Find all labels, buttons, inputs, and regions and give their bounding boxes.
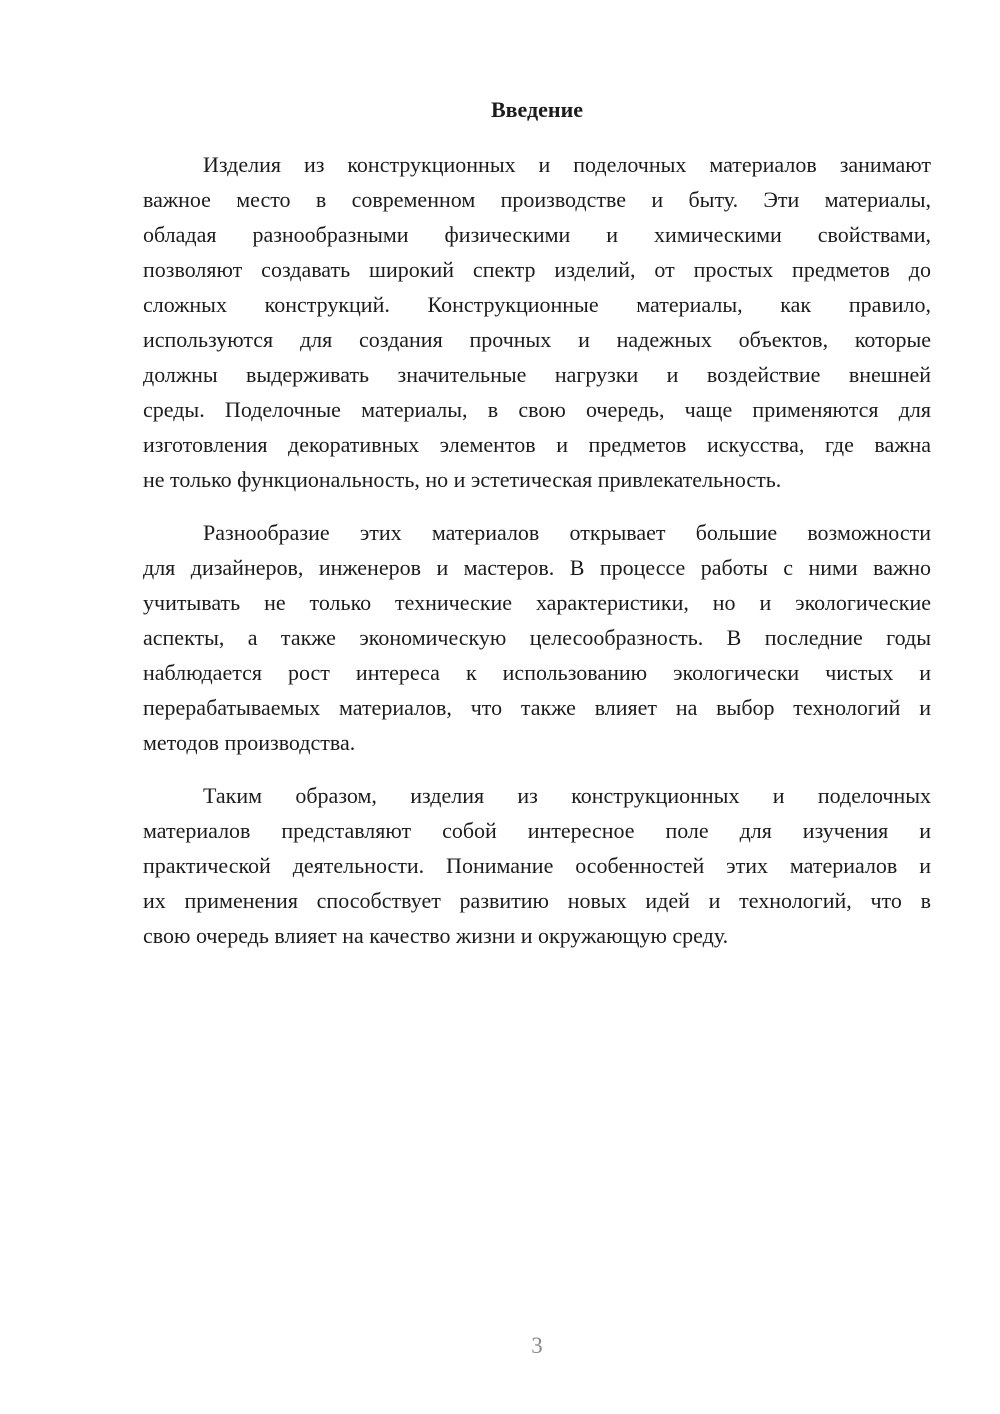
text-line: обладая разнообразными физическими и химическими свойствами, [143,222,931,247]
text-line: изготовления декоративных элементов и предметов искусства, где важна [143,432,931,457]
text-line: практической деятельности. Понимание особенностей этих материалов и [143,853,931,878]
paragraph [143,515,931,760]
text-line: аспекты, а также экономическую целесообразность. В последние годы [143,625,931,650]
text-line: среды. Поделочные материалы, в свою очередь, чаще применяются для [143,397,931,422]
text-line: их применения способствует развитию новых идей и технологий, что в [143,888,931,913]
text-line: Изделия из конструкционных и поделочных материалов занимают [203,152,931,177]
text-line: Таким образом, изделия из конструкционных и поделочных [203,783,931,808]
text-line: сложных конструкций. Конструкционные материалы, как правило, [143,292,931,317]
text-line: важное место в современном производстве и быту. Эти материалы, [143,187,931,212]
text-line: используются для создания прочных и надежных объектов, которые [143,327,931,352]
paragraph [143,147,931,497]
document-body [143,147,931,953]
text-line: наблюдается рост интереса к использованию экологически чистых и [143,660,931,685]
text-block [143,92,931,953]
text-line: перерабатываемых материалов, что также влияет на выбор технологий и [143,695,931,720]
text-line: учитывать не только технические характеристики, но и экологические [143,590,931,615]
text-line: не только функциональность, но и эстетическая привлекательность. [143,467,782,492]
paragraph [143,778,931,953]
text-line: Разнообразие этих материалов открывает большие возможности [203,520,931,545]
text-line: должны выдерживать значительные нагрузки и воздействие внешней [143,362,931,387]
page-number: 3 [531,1333,543,1358]
text-line: методов производства. [143,730,356,755]
text-line: свою очередь влияет на качество жизни и окружающую среду. [143,923,729,948]
text-line: для дизайнеров, инженеров и мастеров. В процессе работы с ними важно [143,555,931,580]
text-line: позволяют создавать широкий спектр изделий, от простых предметов до [143,257,931,282]
page-title: Введение [490,97,584,122]
text-line: материалов представляют собой интересное поле для изучения и [143,818,931,843]
